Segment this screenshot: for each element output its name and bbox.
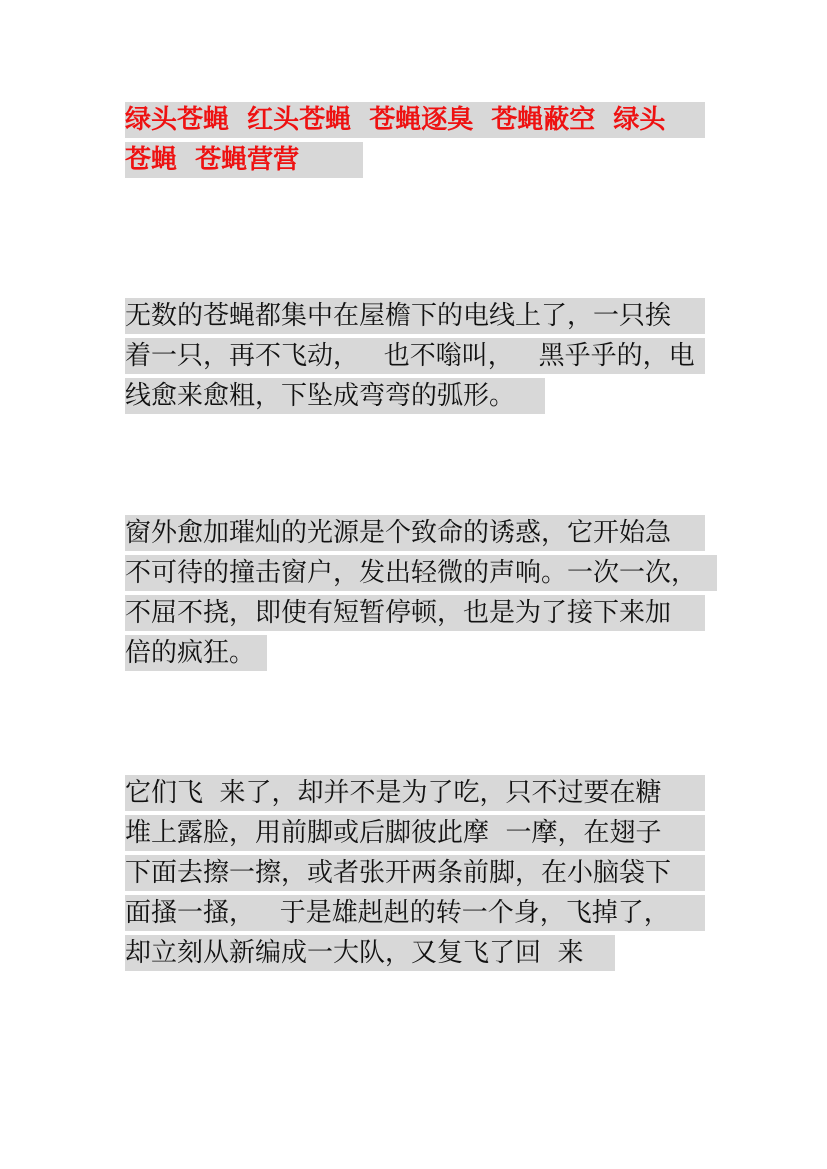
paragraph-line-text: 面搔一搔， 于是雄赳赳的转一个身，飞掉了， <box>125 895 705 931</box>
paragraph-line-text: 无数的苍蝇都集中在屋檐下的电线上了，一只挨 <box>125 298 705 334</box>
title-line-text: 绿头苍蝇 红头苍蝇 苍蝇逐臭 苍蝇蔽空 绿头 <box>125 102 705 138</box>
paragraph-line-text: 不可待的撞击窗户，发出轻微的声响。一次一次， <box>125 555 717 591</box>
paragraph-line <box>125 515 717 555</box>
paragraph-line-text: 不屈不挠，即使有短暂停顿，也是为了接下来加 <box>125 595 705 631</box>
paragraph-3 <box>125 775 705 975</box>
title-block <box>125 102 705 182</box>
paragraph-line <box>125 775 705 815</box>
paragraph-line-text: 窗外愈加璀灿的光源是个致命的诱惑，它开始急 <box>125 515 705 551</box>
paragraph-line-text: 却立刻从新编成一大队，又复飞了回 来 <box>125 935 615 971</box>
paragraph-line-text: 堆上露脸，用前脚或后脚彼此摩 一摩，在翅子 <box>125 815 705 851</box>
paragraph-line <box>125 855 705 895</box>
paragraph-2 <box>125 515 717 675</box>
paragraph-line <box>125 338 705 378</box>
title-line <box>125 102 705 142</box>
paragraph-line <box>125 815 705 855</box>
paragraph-line <box>125 595 717 635</box>
paragraph-line-text: 着一只，再不飞动， 也不嗡叫， 黑乎乎的，电 <box>125 338 705 374</box>
title-line-text: 苍蝇 苍蝇营营 <box>125 142 363 178</box>
paragraph-line-text: 线愈来愈粗，下坠成弯弯的弧形。 <box>125 378 545 414</box>
paragraph-1 <box>125 298 705 418</box>
paragraph-line <box>125 555 717 595</box>
paragraph-line <box>125 935 705 975</box>
paragraph-line-text: 它们飞 来了，却并不是为了吃，只不过要在糖 <box>125 775 705 811</box>
paragraph-line <box>125 378 705 418</box>
paragraph-line <box>125 895 705 935</box>
paragraph-line <box>125 635 717 675</box>
paragraph-line-text: 下面去擦一擦，或者张开两条前脚，在小脑袋下 <box>125 855 705 891</box>
paragraph-line <box>125 298 705 338</box>
title-line <box>125 142 705 182</box>
paragraph-line-text: 倍的疯狂。 <box>125 635 267 671</box>
